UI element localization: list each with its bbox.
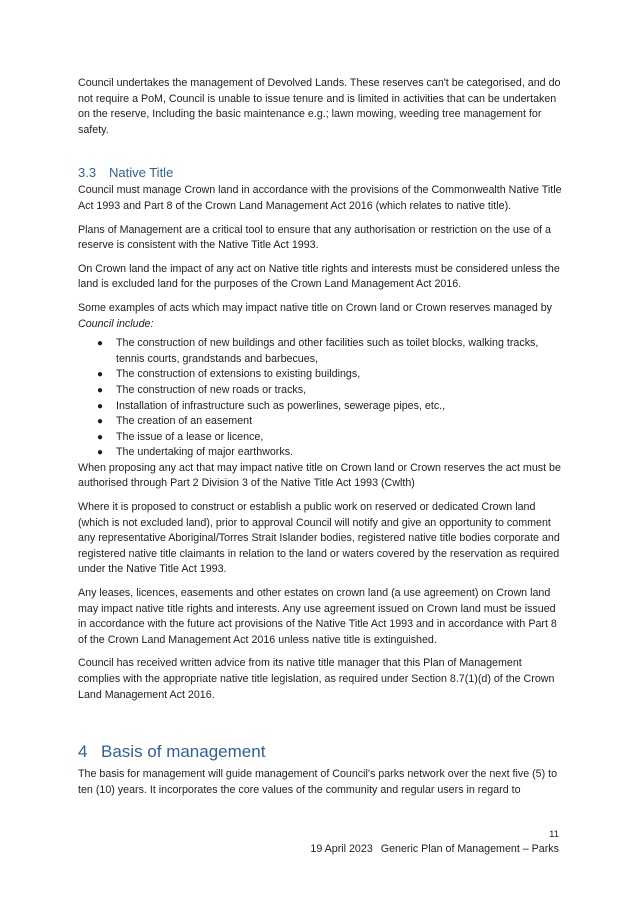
- basis-paragraph-1: The basis for management will guide management of Council's parks network over the next five (5) to ten (10) years. It incorporates the core values of the community and regular users in regard to: [78, 768, 558, 796]
- list-item-text: The undertaking of major earthworks.: [116, 446, 294, 459]
- paragraph-text: Some examples of acts which may impact native title on Crown land or Crown reserves managed by: [78, 301, 553, 314]
- list-item-text: The creation of an easement: [116, 415, 253, 428]
- section-heading-native-title: [78, 164, 562, 181]
- native-title-paragraph-4: [78, 301, 562, 332]
- native-title-paragraph-7: Any leases, licences, easements and other estates on crown land (a use agreement) on Crown land may impact native title rights and interests. Any use agreement issued on Crown land must be issued in accordance with the future act provisions of the Native Title Act 1993 and in accordance with Part 8 of the Crown Land Management Act 2016 unless native title is extinguished.: [78, 587, 557, 646]
- page-number: 11: [549, 829, 559, 840]
- paragraph-italic-text: Council include:: [78, 317, 154, 330]
- list-item-text: Installation of infrastructure such as powerlines, sewerage pipes, etc.,: [116, 399, 446, 412]
- list-item: [78, 430, 562, 446]
- bullet-icon: ●: [97, 369, 104, 381]
- page-body: [78, 76, 562, 806]
- list-item: [78, 336, 562, 367]
- bullet-icon: ●: [97, 431, 104, 443]
- native-title-paragraph-5: When proposing any act that may impact native title on Crown land or Crown reserves the act must be authorised through Part 2 Division 3 of the Native Title Act 1993 (Cwlth): [78, 461, 561, 490]
- examples-list: [78, 336, 562, 461]
- section-title: Basis of management: [101, 742, 266, 762]
- list-item: [78, 367, 562, 383]
- native-title-paragraph-6: Where it is proposed to construct or establish a public work on reserved or dedicated Crown land (which is not excluded land), prior to approval Council will notify and give an opportunity to comment any representative Aboriginal/Torres Strait Islander bodies, registered native title bodies corporate and registered native title claimants in relation to the land or waters covered by the reservation as required under the Native Title Act 1993.: [78, 501, 560, 576]
- native-title-paragraph-2: Plans of Management are a critical tool to ensure that any authorisation or restriction on the use of a reserve is consistent with the Native Title Act 1993.: [78, 223, 551, 252]
- list-item: [78, 399, 562, 415]
- section-number: 4: [78, 742, 88, 762]
- list-item-text: The construction of new roads or tracks,: [116, 383, 307, 396]
- footer-document-title: Generic Plan of Management – Parks: [380, 843, 559, 855]
- list-item-text: The construction of extensions to existing buildings,: [116, 368, 361, 381]
- intro-paragraph: Council undertakes the management of Devolved Lands. These reserves can't be categorised, and do not require a PoM, Council is unable to issue tenure and is limited in activities that can be undertaken on the reserve, Including the basic maintenance e.g.; lawn mowing, weeding tree management for safety.: [78, 77, 561, 136]
- list-item-text: The construction of new buildings and other facilities such as toilet blocks, walking tracks, tennis courts, grandstands and barbecues,: [116, 337, 539, 365]
- bullet-icon: ●: [97, 416, 104, 428]
- list-item: [78, 445, 562, 461]
- native-title-paragraph-1: Council must manage Crown land in accordance with the provisions of the Commonwealth Native Title Act 1993 and Part 8 of the Crown Land Management Act 2016 (which relates to native title).: [78, 184, 562, 212]
- bullet-icon: ●: [97, 400, 104, 412]
- native-title-paragraph-8: Council has received written advice from its native title manager that this Plan of Management complies with the appropriate native title legislation, as required under Section 8.7(1)(d) of the Crown Land Management Act 2016.: [78, 657, 555, 701]
- section-heading-basis-of-management: [78, 741, 562, 763]
- bullet-icon: ●: [97, 338, 104, 350]
- footer-date: 19 April 2023: [310, 843, 373, 855]
- footer: [310, 843, 559, 855]
- bullet-icon: ●: [97, 447, 104, 459]
- section-number: 3.3: [78, 165, 97, 181]
- list-item-text: The issue of a lease or licence,: [116, 430, 264, 443]
- bullet-icon: ●: [97, 384, 104, 396]
- native-title-paragraph-3: On Crown land the impact of any act on Native title rights and interests must be considered unless the land is excluded land for the purposes of the Crown Land Management Act 2016.: [78, 262, 560, 291]
- list-item: [78, 383, 562, 399]
- section-title: Native Title: [109, 165, 174, 181]
- list-item: [78, 414, 562, 430]
